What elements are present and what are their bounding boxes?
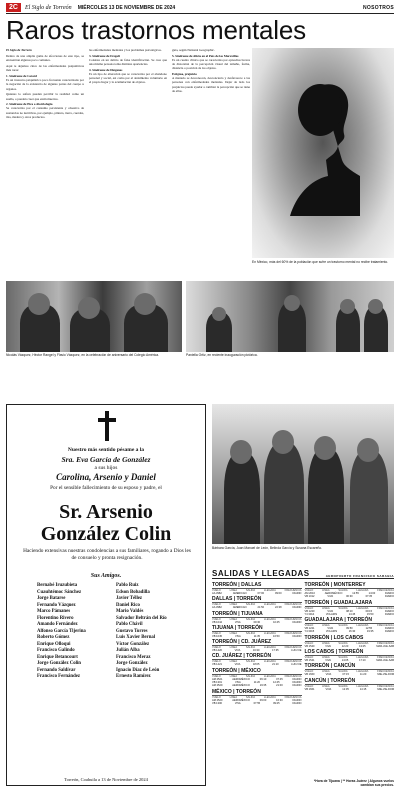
obit-intro: Nuestro más sentido pésame a la <box>67 447 145 453</box>
obit-deceased-name <box>7 501 205 545</box>
obit-line: Por el sensible fallecimiento de su esposo y padre, el <box>50 485 162 491</box>
obit-names <box>37 583 187 681</box>
flight-row: VB 1661 VIVA 12:05 14:15 MIE-VIE-DOM <box>304 687 394 691</box>
flight-row: AM 2010 AEROMÉXICO 12:55 14:00 DIARIO <box>304 592 394 595</box>
flight-col-headers: VUELO LÍNEA SALIDA LLEGADA FRECUENCIA <box>212 695 302 699</box>
flight-col-headers: VUELO LÍNEA SALIDA LLEGADA FRECUENCIA <box>212 646 302 650</box>
obit-friend-name: Ignacio Díaz de León <box>116 667 160 673</box>
obit-names-right <box>116 583 187 681</box>
subhead: Estigma, prejuicio <box>172 72 197 77</box>
flight-route: TORREÓN | TIJUANA <box>212 611 302 618</box>
flight-route: GUADALAJARA | TORREÓN <box>305 617 395 624</box>
flight-row: VB 1300 VIVA 07:55 09:25 DIARIO <box>212 701 302 705</box>
subhead: 4. Síndrome de Diógenes <box>89 67 123 72</box>
obit-friend-name: Gustavo Torres <box>116 628 148 634</box>
cross-icon <box>95 411 119 441</box>
flight-note: *Hora de Tijuana | ** Horas Juárez | Algunos vuelos cambian sus precios. <box>313 779 394 787</box>
flight-col-headers: VUELO LÍNEA SALIDA LLEGADA FRECUENCIA <box>212 660 302 664</box>
head-silhouette-icon <box>290 76 360 216</box>
subhead: 2. Síndrome de Pica o Alotriofagia <box>6 102 53 107</box>
article-body <box>6 48 250 268</box>
flight-col-headers: VUELO LÍNEA SALIDA LLEGADA FRECUENCIA <box>304 684 394 688</box>
flight-col-headers: VUELO LÍNEA SALIDA LLEGADA FRECUENCIA <box>304 589 394 592</box>
flight-title: SALIDAS Y LLEGADAS <box>212 569 310 578</box>
flight-schedule <box>212 569 394 787</box>
photo-caption: Paniella Ortiz, en reciente inauguración pictórica. <box>186 353 258 357</box>
flight-route: TORREÓN | MONTERREY <box>305 582 395 589</box>
paragraph: guía, según National Geographic. <box>172 48 215 52</box>
issue-date: MIÉRCOLES 13 DE NOVIEMBRE DE 2024 <box>77 4 176 11</box>
obit-friend-name: Francisco Meraz <box>116 654 151 660</box>
obit-name-line: Sr. Arsenio <box>59 501 153 523</box>
flight-row: VB 1541 VIVA 14:05 17:10 MAR-JUE-SAB <box>304 659 394 663</box>
obit-friend-name: Fernando Vázquez <box>37 602 76 608</box>
flight-col-headers: VUELO LÍNEA SALIDA LLEGADA FRECUENCIA <box>304 656 394 660</box>
obit-friend-name: Cuauhtémoc Sánchez <box>37 589 82 595</box>
obit-friend-name: Florentino Rivero <box>37 615 74 621</box>
obit-friend-name: Pablo Chávil <box>116 622 143 627</box>
flight-row: VB 1045 VIVA 11:35 16:50 DIARIO <box>212 634 302 638</box>
article-col-3 <box>172 48 250 268</box>
flight-row: AM 2520 AEROMÉXICO 09:00 10:30 DIARIO <box>212 698 302 702</box>
obit-friend-name: Julián Alba <box>116 648 140 653</box>
obit-friend-name: Jorge González <box>116 661 148 666</box>
paragraph: Consiste en un delirio de falsa identificación. Se cree que una misma persona toma distintas apariencias. <box>89 57 167 67</box>
flight-col-headers: VUELO LÍNEA SALIDA LLEGADA FRECUENCIA <box>304 624 394 628</box>
flight-route: TORREÓN | DALLAS <box>212 582 302 589</box>
obit-widow: Sra. Eva García de González <box>61 455 151 464</box>
paragraph: Es un cuadro clínico que se caracteriza por episodios breves de distorsión de la percepción visual del tamaño, forma, distancia o posición de los objetos. <box>172 57 250 71</box>
obit-friends-label: Sus Amigos. <box>90 573 122 579</box>
page-header <box>6 3 394 12</box>
flight-route: CANCÚN | TORREÓN <box>305 678 395 685</box>
flight-row: VB 1660 VIVA 07:15 11:20 MIE-VIE-DOM <box>304 673 394 677</box>
obit-friend-name: Salvador Beltrán del Río <box>116 615 167 621</box>
silhouette-photo <box>252 48 394 258</box>
obit-friend-name: Marco Pámanes <box>37 609 71 614</box>
paragraph: Es un trastorno psiquiátrico poco frecuente caracterizado por la negación de la existencia de algunas partes del cuerpo u órganos. <box>6 78 84 91</box>
obit-friend-name: Víctor González <box>116 641 150 647</box>
flight-row: AA 3982 AMERICAN 07:00 09:00 DIARIO <box>212 592 302 595</box>
flight-row: VB 1220 VIVA 08:10 09:15 DIARIO <box>304 609 394 613</box>
flight-route: MÉXICO | TORREÓN <box>212 689 302 696</box>
flight-route: TIJUANA | TORREÓN <box>212 625 302 632</box>
photo-caption: En México, más del 60% de la población que sufre un trastorno mental no recibe tratamiento. <box>252 260 389 264</box>
flight-col-left <box>212 581 302 705</box>
paragraph: Quienes lo sufren pueden percibir la realidad como un sueño, o pueden creer que están muertos. <box>6 92 84 101</box>
obit-friend-name: Ernesto Ramírez <box>116 674 151 679</box>
obit-friend-name: Jorge González Colin <box>37 661 81 666</box>
flight-source: AEROPUERTO FRANCISCO SARABIA <box>325 574 394 578</box>
obit-friend-name: Enrique Olloqui <box>37 641 71 647</box>
section-label: NOSOTROS <box>362 4 394 11</box>
obituary-notice <box>6 404 206 786</box>
paragraph: Es un tipo de alteración que se caracteriza por el abandono personal y social, así como por el aislamiento voluntario en el propio hogar y la acumulación de objetos. <box>89 72 167 85</box>
byline: El Siglo de Torreón <box>6 48 32 52</box>
flight-row: VB 1012 VIVA 06:30 07:35 DIARIO <box>304 595 394 599</box>
flight-row: AM 2529 AEROMÉXICO 19:35 21:00 DIARIO <box>212 684 302 688</box>
paragraph: Se caracteriza por el consumo persistente y obsesivo de sustancias no nutritivas, por ejemplo, pintura, tierra, cuerdas, tiza, madera y otros productos. <box>6 106 84 119</box>
flight-route: TORREÓN | CD. JUÁREZ <box>212 639 302 646</box>
flight-col-headers: VUELO LÍNEA SALIDA LLEGADA FRECUENCIA <box>212 589 302 592</box>
obit-friend-name: Fernando Saldívar <box>37 667 76 673</box>
brand-logo: El Siglo de Torreón <box>24 4 72 11</box>
obit-line: a sus hijos <box>94 465 118 471</box>
obit-friend-name: Alfonso García Tijerina <box>37 628 86 634</box>
flight-row: VB 1540 VIVA 12:20 13:25 MAR-JUE-SAB <box>304 644 394 648</box>
paragraph: las enfermedades mentales y los problemas psicológicos. <box>89 48 162 52</box>
flight-columns <box>212 581 394 705</box>
flight-route: TORREÓN | GUADALAJARA <box>305 600 395 607</box>
obit-friend-name: Mario Valdés <box>116 609 144 614</box>
obit-friend-name: Francisco Galindo <box>37 648 75 653</box>
article-col-2 <box>89 48 167 268</box>
flight-route: TORREÓN | LOS CABOS <box>305 635 395 642</box>
obit-names-left <box>37 583 108 681</box>
photo-caption: Nicolás Vázquez, Héctor Rangel y Flavio Vázquez, en la celebración de aniversario del Colegio América. <box>6 353 160 357</box>
headline: Raros trastornos mentales <box>6 15 306 45</box>
page-number: 2C <box>6 3 21 12</box>
paragraph: A menudo se desconocen, desconcierta y desfavorece a las personas con enfermedades mentales. Dejar de lado los prejuicios puede ayudar a cambiar la percepción que se tiene de ellas. <box>172 76 250 93</box>
flight-route: CD. JUÁREZ | TORREÓN <box>212 653 302 660</box>
flight-route: LOS CABOS | TORREÓN <box>305 649 395 656</box>
flight-row: AA 3982 AMERICAN 21:50 22:38 DIARIO <box>212 606 302 610</box>
obit-friend-name: Bernabé Iruzubieta <box>37 583 78 588</box>
flight-route: TORREÓN | MÉXICO <box>212 668 302 675</box>
obit-children: Carolina, Arsenio y Daniel <box>56 472 156 482</box>
paragraph: Dentro de una amplia gama de afecciones de este tipo, se encuentran algunos poco comunes. <box>6 54 84 63</box>
obit-condolence: Haciendo extensivas nuestras condolencias a sus familiares, rogando a Dios les de consuelo y pronta resignación. <box>23 548 191 561</box>
flight-route: DALLAS | TORREÓN <box>212 596 302 603</box>
obit-friend-name: Luis Xavier Bernal <box>116 635 156 640</box>
flight-row: VB 1301 VIVA 11:20 12:45 DIARIO <box>212 681 302 685</box>
photo-caption: Bárbara García, Juan Manuel de León, Belinda García y Susana Escareño. <box>212 546 323 550</box>
paragraph: Aquí te dejamos cinco de las enfermedades psiquiátricas más raras: <box>6 64 84 73</box>
flight-row: AM 2521 AEROMÉXICO 06:10 07:45 DIARIO <box>212 677 302 681</box>
flight-col-headers: VUELO LÍNEA SALIDA LLEGADA FRECUENCIA <box>304 670 394 674</box>
flight-col-headers: VUELO LÍNEA SALIDA LLEGADA FRECUENCIA <box>304 641 394 645</box>
flight-col-headers: VUELO LÍNEA SALIDA LLEGADA FRECUENCIA <box>212 603 302 607</box>
flight-col-headers: VUELO LÍNEA SALIDA LLEGADA FRECUENCIA <box>212 674 302 678</box>
obit-friend-name: Francisco Fernández <box>37 674 81 679</box>
flight-row: VB 1221 VIVA 09:50 12:55 DIARIO <box>304 627 394 631</box>
obit-friend-name: Jorge Batarse <box>37 596 66 601</box>
obit-name-line: González Colin <box>40 523 172 545</box>
flight-row: Y4 3015 VOLARIS 16:30 19:35 DIARIO <box>304 630 394 634</box>
event-photo-left <box>6 281 182 352</box>
subhead: 1. Síndrome de Cotard <box>6 74 37 79</box>
flight-col-headers: VUELO LÍNEA SALIDA LLEGADA FRECUENCIA <box>304 606 394 610</box>
flight-row: VB 1420 VIVA 16:30 17:35 LUN-VIE <box>212 649 302 653</box>
obit-friend-name: Daniel Rico <box>116 602 140 608</box>
flight-row: Y4 3014 VOLARIS 14:45 15:50 DIARIO <box>304 612 394 616</box>
obit-friend-name: Pablo Ruiz <box>116 583 139 588</box>
flight-col-headers: VUELO LÍNEA SALIDA LLEGADA FRECUENCIA <box>212 617 302 621</box>
article-col-1 <box>6 48 84 268</box>
flight-col-right <box>305 581 395 705</box>
flight-schedule-title <box>212 569 394 579</box>
family-photo <box>212 404 394 544</box>
flight-row: VB 1421 VIVA 18:05 21:10 LUN-VIE <box>212 663 302 667</box>
flight-col-headers: VUELO LÍNEA SALIDA LLEGADA FRECUENCIA <box>212 631 302 635</box>
obit-friend-name: Roberto Gómez <box>37 635 70 640</box>
event-photo-right <box>186 281 394 352</box>
obit-place-date: Torreón, Coahuila a 13 de Noviembre de 2024 <box>64 777 148 782</box>
subhead: 3. Síndrome de Fregoli <box>89 53 120 58</box>
obit-friend-name: Javier Téllez <box>116 596 143 601</box>
obit-friend-name: Amando Fernández <box>37 622 78 627</box>
subhead: 5. Síndrome de Alicia en el País de las Maravillas <box>172 53 239 58</box>
flight-route: TORREÓN | CANCÚN <box>305 663 395 670</box>
obit-friend-name: Edson Bobadilla <box>116 589 150 595</box>
flight-row: VB 1044 VIVA 09:30 10:45 DIARIO <box>212 620 302 624</box>
obit-friend-name: Enrique Betancourt <box>37 654 78 660</box>
